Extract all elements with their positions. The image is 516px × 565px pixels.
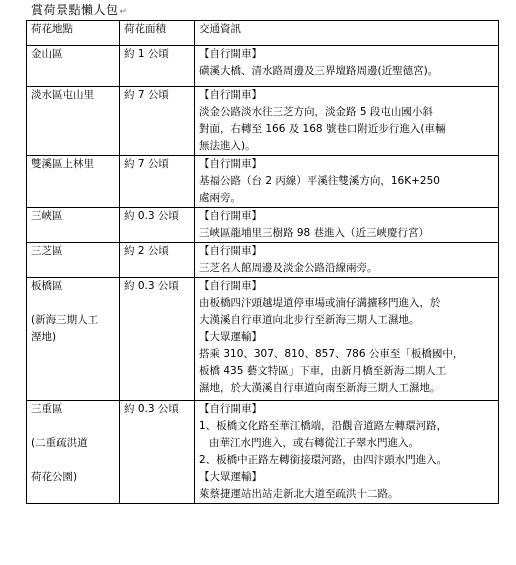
location-text: 金山區 — [31, 48, 63, 60]
location-text: 溼地) — [31, 331, 57, 343]
table-row — [27, 208, 499, 243]
header-area: 荷花面積 — [120, 21, 195, 46]
area-cell — [120, 87, 195, 156]
traffic-line: 【大眾運輸】 — [199, 331, 262, 343]
traffic-line: 對面，右轉至 166 及 168 號巷口附近步行進入(車輛 — [199, 123, 446, 135]
location-text: 雙溪區上林里 — [31, 158, 94, 170]
area-text: 約 0.3 公頃 — [124, 210, 179, 222]
traffic-cell — [195, 401, 499, 504]
traffic-line: 【自行開車】 — [199, 280, 262, 292]
traffic-line: 【自行開車】 — [199, 89, 262, 101]
table-header-row — [27, 21, 499, 46]
area-text: 約 2 公頃 — [124, 245, 169, 257]
traffic-cell — [195, 87, 499, 156]
header-traffic: 交通資訊 — [195, 21, 499, 46]
traffic-line: 【自行開車】 — [199, 158, 262, 170]
traffic-line: 【自行開車】 — [199, 403, 262, 415]
traffic-line: 無法進入)。 — [199, 140, 256, 152]
location-text: 三峽區 — [31, 210, 63, 222]
location-spacer — [31, 452, 115, 469]
traffic-line: 【自行開車】 — [199, 48, 262, 60]
area-text: 約 1 公頃 — [124, 48, 169, 60]
location-text: 三重區 — [31, 403, 63, 415]
traffic-line: 搭乘 310、307、810、857、786 公車至「板橋國中， — [199, 348, 464, 360]
table-row — [27, 46, 499, 87]
area-cell — [120, 46, 195, 87]
area-cell — [120, 278, 195, 401]
traffic-line: 基福公路（台 2 丙線）平溪往雙溪方向，16K+250 — [199, 175, 440, 187]
traffic-line: 【自行開車】 — [199, 210, 262, 222]
traffic-line: 由華江水門進入，或右轉從江子翠水門進入。 — [209, 437, 419, 449]
location-cell — [27, 243, 120, 278]
location-cell — [27, 401, 120, 504]
location-text: 荷花公園) — [31, 471, 78, 483]
traffic-line: 【自行開車】 — [199, 245, 262, 257]
table-row — [27, 243, 499, 278]
header-location: 荷花地點 — [27, 21, 120, 46]
location-cell — [27, 156, 120, 208]
paragraph-mark: ↵ — [119, 7, 128, 17]
traffic-line: 處兩旁。 — [199, 192, 241, 204]
area-text: 約 0.3 公頃 — [124, 403, 179, 415]
table-row — [27, 278, 499, 401]
title-text: 賞荷景點懶人包 — [31, 3, 119, 17]
traffic-line: 1、板橋文化路至華江橋端，沿觀音道路左轉環河路， — [199, 420, 448, 432]
traffic-line: 【大眾運輸】 — [199, 471, 262, 483]
area-text: 約 7 公頃 — [124, 158, 169, 170]
document-title — [31, 3, 128, 19]
traffic-line: 2、板橋中正路左轉銜接環河路，由四汴頭水門進入。 — [199, 454, 448, 466]
table-row — [27, 401, 499, 504]
traffic-cell — [195, 278, 499, 401]
traffic-cell — [195, 156, 499, 208]
traffic-cell — [195, 243, 499, 278]
traffic-line: 三峽區龍埔里三樹路 98 巷進入（近三峽慶行宮） — [199, 227, 430, 239]
traffic-line: 萊蔡捷運站出站走新北大道至疏洪十二路。 — [199, 488, 399, 500]
location-text: 三芝區 — [31, 245, 63, 257]
location-spacer — [31, 418, 115, 435]
location-text: (二重疏洪道 — [31, 437, 88, 449]
traffic-line: 三芝名人館周邊及淡金公路沿線兩旁。 — [199, 262, 378, 274]
traffic-line: 濕地，於大漢溪自行車道向南至新海三期人工濕地。 — [199, 382, 441, 394]
location-spacer — [31, 295, 115, 312]
traffic-line: 大漢溪自行車道向北步行至新海三期人工濕地。 — [199, 314, 420, 326]
location-text: (新海三期人工 — [31, 314, 99, 326]
location-cell — [27, 46, 120, 87]
traffic-line: 由板橋四汴頭越堤道停車場或湳仔溝擴移門進入，於 — [199, 297, 441, 309]
traffic-cell — [195, 208, 499, 243]
area-cell — [120, 208, 195, 243]
location-cell — [27, 278, 120, 401]
traffic-line: 板橋 435 藝文特區」下車，由新月橋至新海二期人工 — [199, 365, 447, 377]
location-cell — [27, 208, 120, 243]
traffic-line: 淡金公路淡水往三芝方向，淡金路 5 段屯山國小斜 — [199, 106, 433, 118]
area-cell — [120, 401, 195, 504]
area-cell — [120, 156, 195, 208]
area-text: 約 7 公頃 — [124, 89, 169, 101]
traffic-line: 磺溪大橋、清水路周邊及三界壇路周邊(近聖德宮)。 — [199, 65, 439, 77]
traffic-cell — [195, 46, 499, 87]
lotus-spots-table — [26, 20, 499, 504]
location-text: 板橋區 — [31, 280, 63, 292]
location-text: 淡水區屯山里 — [31, 89, 94, 101]
area-text: 約 0.3 公頃 — [124, 280, 179, 292]
area-cell — [120, 243, 195, 278]
table-row — [27, 156, 499, 208]
location-cell — [27, 87, 120, 156]
table-row — [27, 87, 499, 156]
